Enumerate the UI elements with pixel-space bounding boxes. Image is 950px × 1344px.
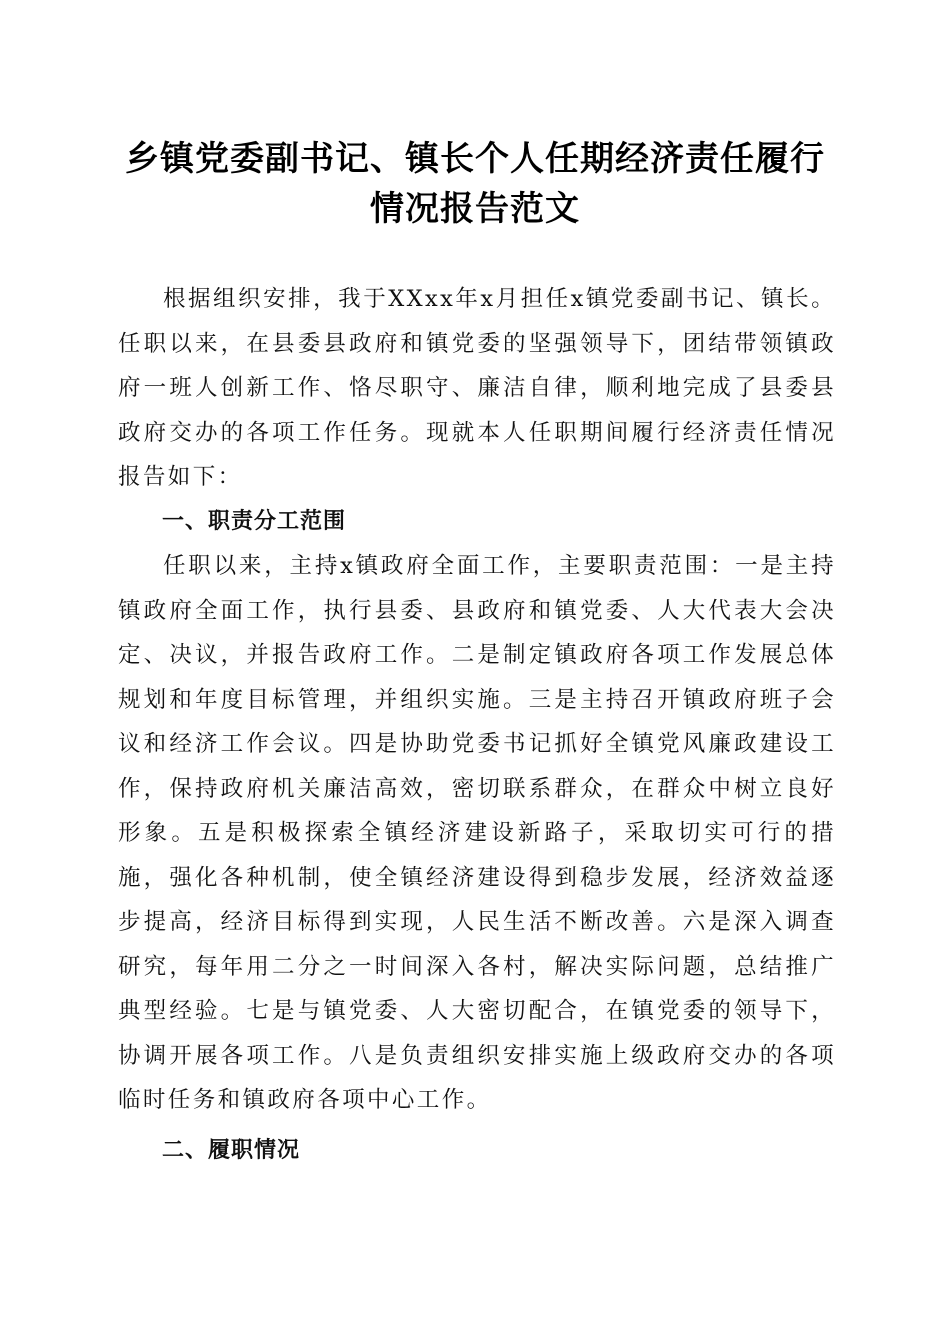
document-title-line-2: 情况报告范文 bbox=[370, 189, 580, 229]
intro-paragraph: 根据组织安排，我于XXxx年x月担任x镇党委副书记、镇长。任职以来，在县委县政府和镇党委的坚强领导下，团结带领镇政府一班人创新工作、恪尽职守、廉洁自律，顺利地完成了县委县政府交办的各项工作任务。现就本人任职期间履行经济责任情况报告如下： bbox=[118, 286, 836, 490]
document-body bbox=[118, 277, 836, 1173]
section-1-heading: 一、职责分工范围 bbox=[162, 508, 347, 534]
section-2-heading: 二、履职情况 bbox=[162, 1137, 301, 1163]
section-1-paragraph: 任职以来，主持x镇政府全面工作，主要职责范围：一是主持镇政府全面工作，执行县委、县政府和镇党委、人大代表大会决定、决议，并报告政府工作。二是制定镇政府各项工作发展总体规划和年度目标管理，并组织实施。三是主持召开镇政府班子会议和经济工作会议。四是协助党委书记抓好全镇党风廉政建设工作，保持政府机关廉洁高效，密切联系群众，在群众中树立良好形象。五是积极探索全镇经济建设新路子，采取切实可行的措施，强化各种机制，使全镇经济建设得到稳步发展，经济效益逐步提高，经济目标得到实现，人民生活不断改善。六是深入调查研究，每年用二分之一时间深入各村，解决实际问题，总结推广典型经验。七是与镇党委、人大密切配合，在镇党委的领导下，协调开展各项工作。八是负责组织安排实施上级政府交办的各项临时任务和镇政府各项中心工作。 bbox=[118, 553, 836, 1113]
document-title-line-1: 乡镇党委副书记、镇长个人任期经济责任履行 bbox=[125, 139, 825, 179]
